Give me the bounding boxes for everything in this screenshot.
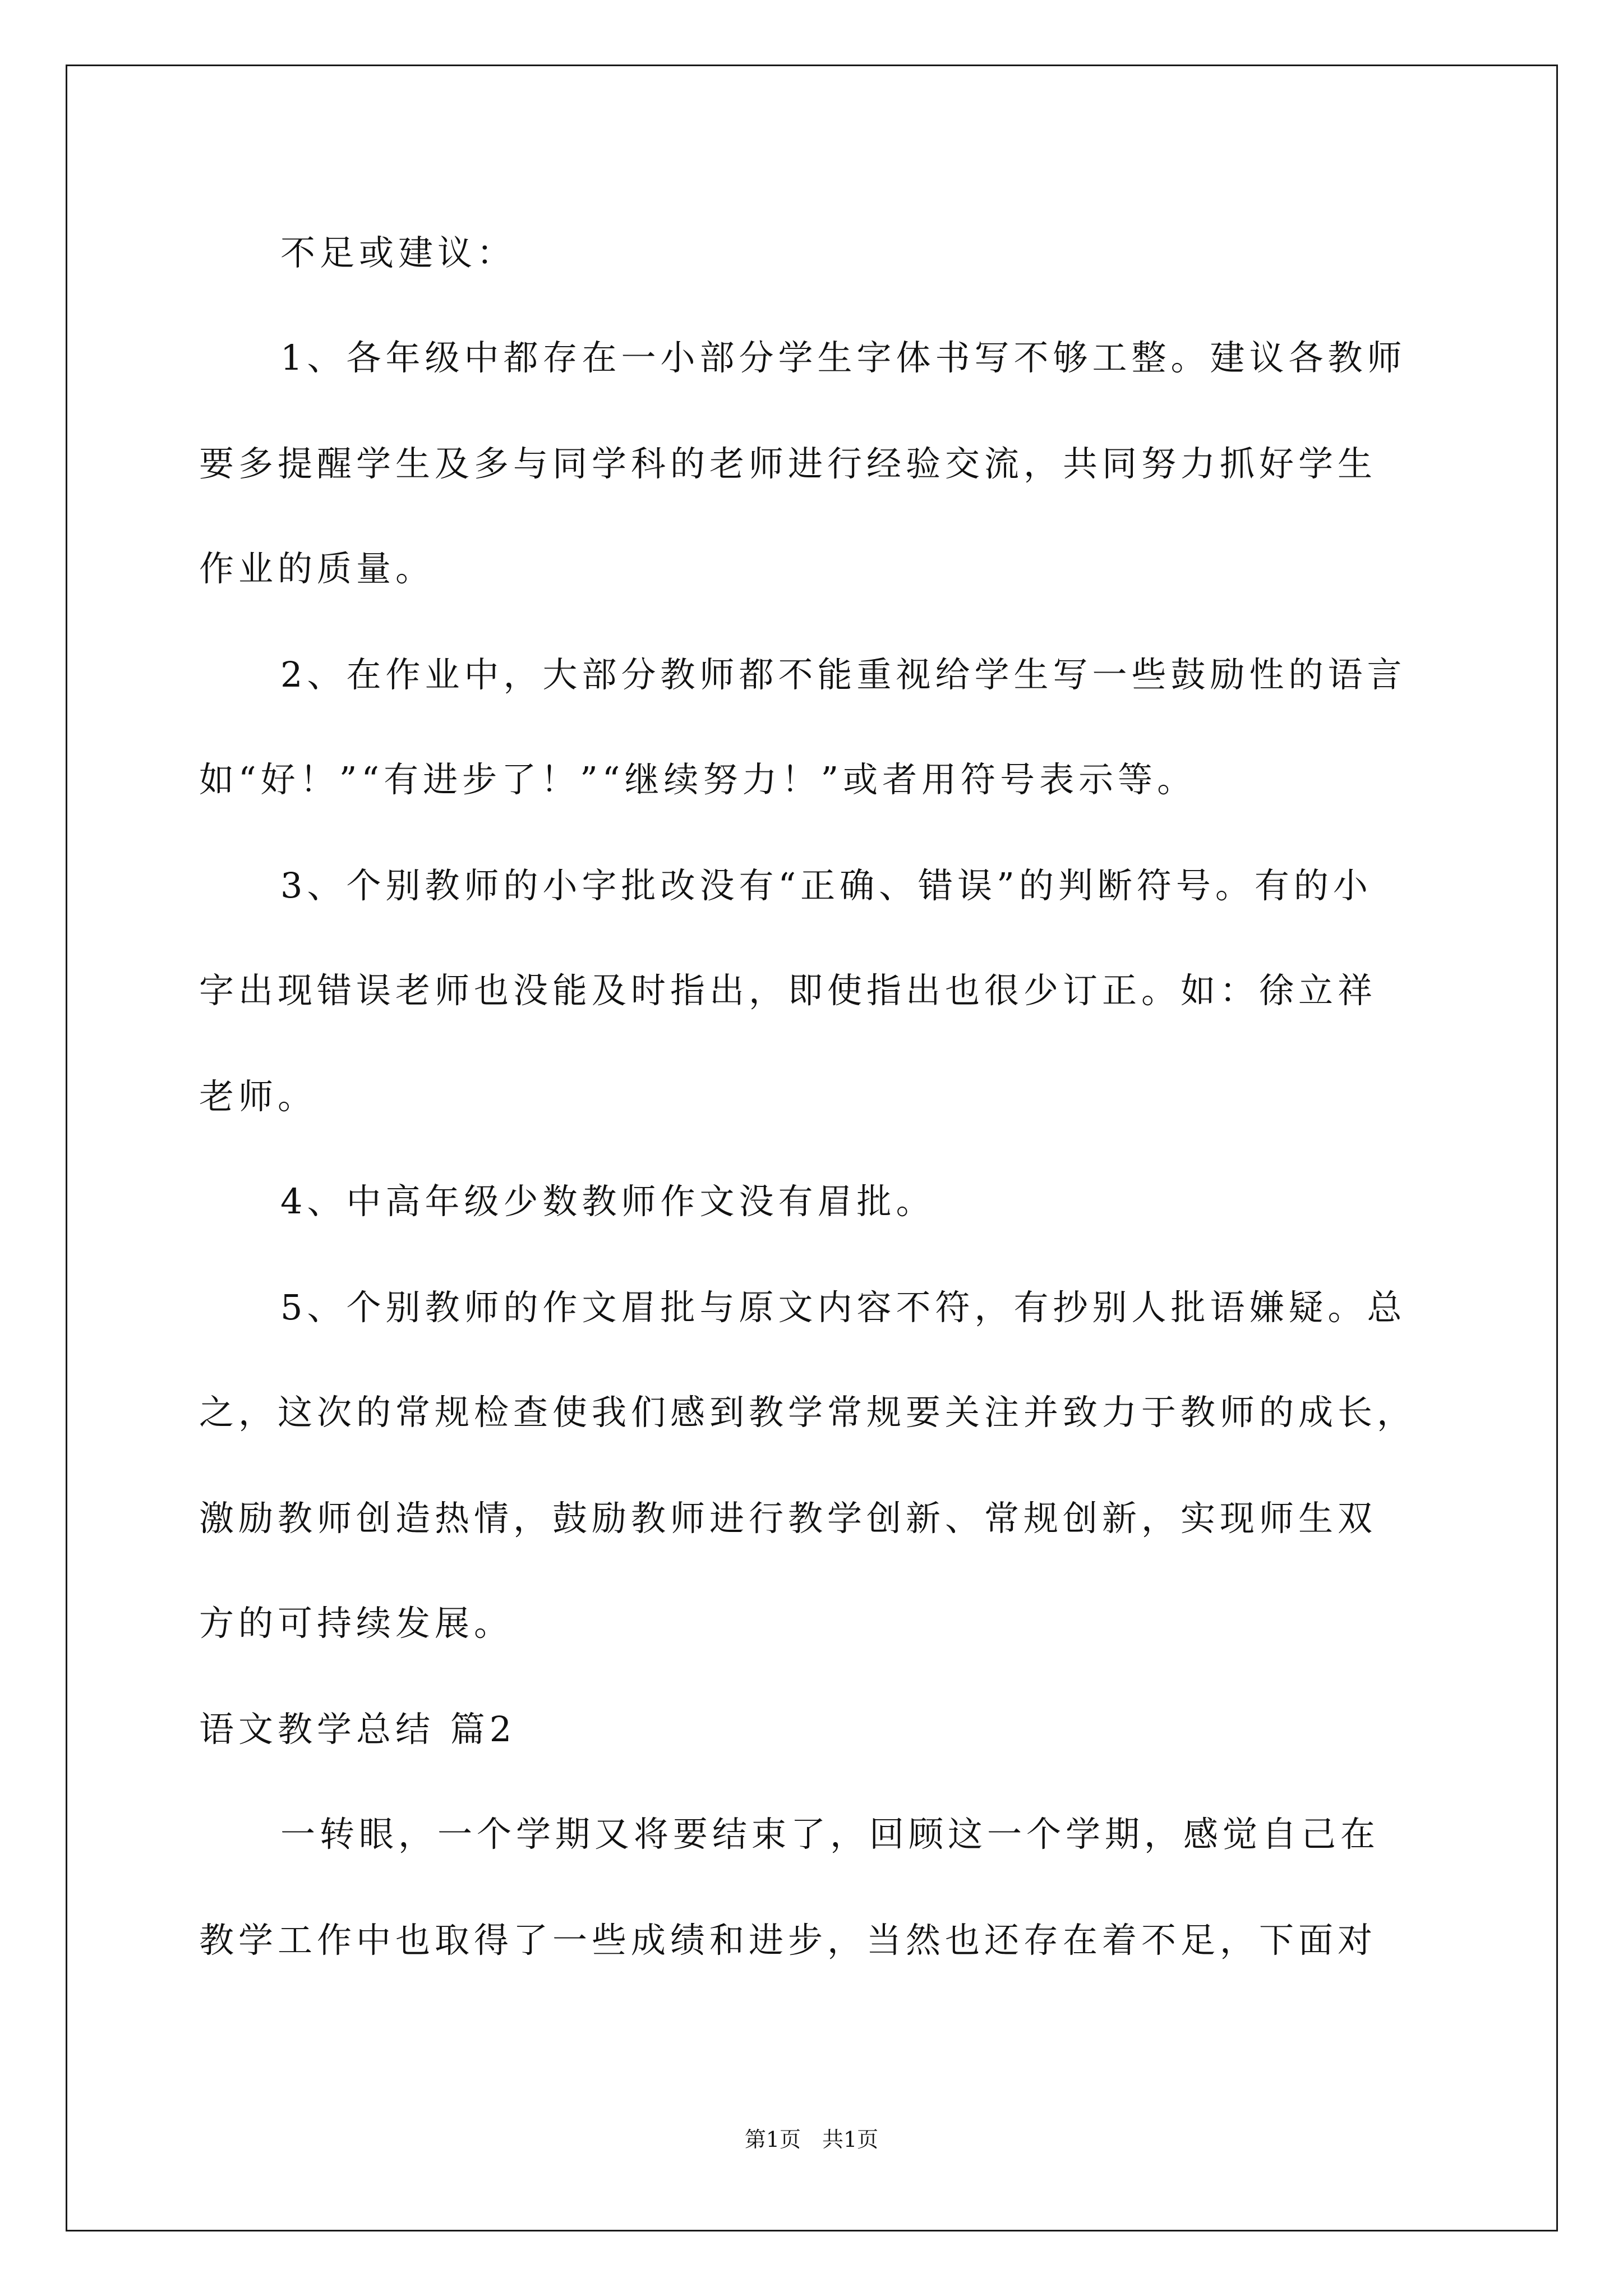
paragraph-line: 激励教师创造热情，鼓励教师进行教学创新、常规创新，实现师生双: [199, 1498, 1377, 1539]
paragraph-line: 一转眼，一个学期又将要结束了，回顾这一个学期，感觉自己在: [280, 1814, 1380, 1855]
paragraph-line: 方的可持续发展。: [199, 1603, 514, 1644]
paragraph-line: 之，这次的常规检查使我们感到教学常规要关注并致力于教师的成长，: [199, 1392, 1417, 1433]
paragraph-line: 4、中高年级少数教师作文没有眉批。: [280, 1181, 935, 1222]
paragraph-line: 要多提醒学生及多与同学科的老师进行经验交流，共同努力抓好学生: [199, 443, 1377, 484]
paragraph-line: 2、在作业中，大部分教师都不能重视给学生写一些鼓励性的语言: [280, 654, 1407, 695]
page-border: [66, 65, 1558, 2231]
paragraph-line: 如“好！”“有进步了！”“继续努力！”或者用符号表示等。: [199, 759, 1197, 800]
paragraph-line: 字出现错误老师也没能及时指出，即使指出也很少订正。如：徐立祥: [199, 970, 1377, 1011]
paragraph-line: 作业的质量。: [199, 548, 435, 589]
section-heading-suggestions: 不足或建议：: [280, 232, 517, 273]
paragraph-line: 3、个别教师的小字批改没有“正确、错误”的判断符号。有的小: [280, 865, 1372, 906]
paragraph-line: 老师。: [199, 1076, 317, 1117]
page-number-footer: 第1页 共1页: [744, 2127, 879, 2152]
paragraph-line: 5、个别教师的作文眉批与原文内容不符，有抄别人批语嫌疑。总: [280, 1287, 1407, 1328]
paragraph-line: 教学工作中也取得了一些成绩和进步，当然也还存在着不足，下面对: [199, 1920, 1377, 1961]
section-title: 语文教学总结 篇2: [199, 1709, 517, 1750]
paragraph-line: 1、各年级中都存在一小部分学生字体书写不够工整。建议各教师: [280, 337, 1407, 378]
